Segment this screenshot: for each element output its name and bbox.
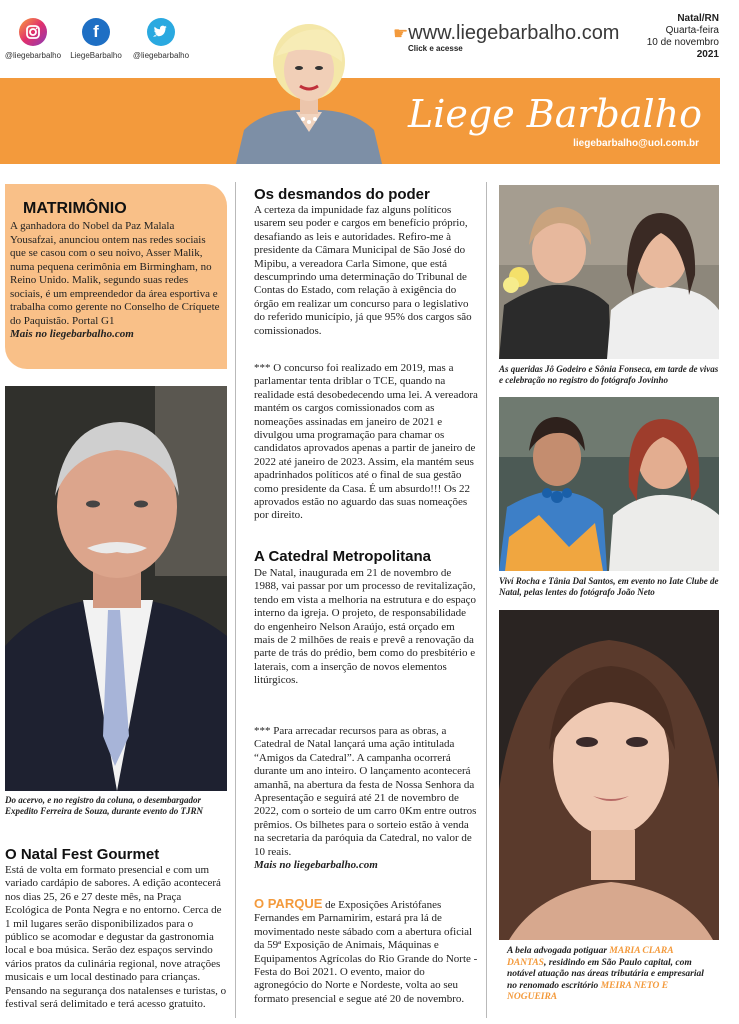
year: 2021 bbox=[696, 49, 719, 60]
photo-vivi-tania bbox=[499, 397, 719, 571]
photo-vivi-tania-caption: Viví Rocha e Tânia Dal Santos, em evento no Iate Clube de Natal, pelas lentes do fotógrafo João Neto bbox=[499, 576, 719, 597]
photo-maria-clara-caption: A bela advogada potiguar MARIA CLARA DANTAS, residindo em São Paulo capital, com notável atuação nas áreas tributária e empresarial no renomado escritório MEIRA NETO E NOGUEIRA bbox=[507, 946, 704, 1002]
instagram-link[interactable] bbox=[3, 18, 63, 60]
twitter-handle: @liegebarbalho bbox=[132, 51, 190, 60]
facebook-icon: f bbox=[82, 18, 110, 46]
date-block bbox=[647, 13, 719, 61]
site-subtitle: Click e acesse bbox=[408, 44, 463, 53]
poder-title: Os desmandos do poder bbox=[254, 186, 430, 203]
matrimonio-title: MATRIMÔNIO bbox=[23, 200, 127, 217]
catedral-more-link[interactable]: Mais no liegebarbalho.com bbox=[254, 859, 378, 872]
poder-paragraph-1: A certeza da impunidade faz alguns políticos usarem seu poder e cargos em benefício próprio, desafiando as leis e autoridades. Refiro-me à presidente da Câmara Municipal de São José do Mipibu, a vereadora Carla Simone, que está descumprindo uma determinação do Tribunal de Contas do Estado, com relação à exigência do órgão em realizar um concurso para o legislativo do referido município, já que 95% dos cargos são comissionados. bbox=[254, 204, 472, 337]
column-brand: Liege Barbalho bbox=[408, 92, 702, 136]
parque-lead: O PARQUE bbox=[254, 896, 323, 911]
photo-maria-clara bbox=[499, 610, 719, 940]
instagram-handle: @liegebarbalho bbox=[4, 51, 62, 60]
poder-paragraph-2: *** O concurso foi realizado em 2019, mas a parlamentar tenta driblar o TCE, quando na realidade está desobedecendo uma lei. A vereadora mantém os cargos comissionados com as nomeações assinadas em janeiro de 2021 e divulgou uma programação para chamar os candidatos aprovados apenas a partir de janeiro de 2022 até janeiro de 2023. Assim, ela mantém seus apadrinhados políticos até o final de sua gestão como presidente da Casa. É um absurdo!!! Os 22 aprovados estão no aguardo das suas nomeações por direito. bbox=[254, 362, 478, 522]
columnist-email[interactable]: liegebarbalho@uol.com.br bbox=[573, 138, 699, 149]
catedral-paragraph-1: De Natal, inaugurada em 21 de novembro de 1988, vai passar por um processo de revitalização, tendo em vista a melhoria na estrutura e do espaço interno da igreja. O projeto, de responsabilidade do engenheiro Nelson Araújo, está orçado em mais de 2 milhões de reais e prevê a renovação da parte de trás do prédio, bem como do presbitério e laterais, com a inserção de novos elementos litúrgicos. bbox=[254, 567, 477, 687]
date: 10 de novembro bbox=[646, 37, 719, 48]
facebook-link[interactable] bbox=[66, 18, 126, 60]
maria-clara-name: MARIA CLARA DANTAS bbox=[507, 946, 674, 968]
judge-photo-caption: Do acervo, e no registro da coluna, o desembargador Expedito Ferreira de Souza, durante evento do TJRN bbox=[5, 795, 204, 816]
click-hand-icon: ☛ bbox=[393, 24, 409, 43]
twitter-link[interactable] bbox=[131, 18, 191, 60]
column-divider bbox=[486, 182, 487, 1018]
fest-text: Está de volta em formato presencial e com um variado cardápio de sabores. A edição acontecerá nos dias 25, 26 e 27 deste mês, na Praça Ecológica de Ponta Negra e no entorno. Cerca de 1 mil lugares serão disponibilizados para o público se acomodar e degustar da gastronomia local e boa música. Serão dez espaços servindo vários pratos da culinária regional, nove atrações musicais e um local destinado para crianças. Pensando na segurança dos natalenses e turistas, o festival será delimitado e terá acesso gratuito. bbox=[5, 864, 227, 1011]
matrimonio-box bbox=[5, 184, 227, 369]
instagram-icon bbox=[19, 18, 47, 46]
parque-text: de Exposições Aristófanes Fernandes em Parnamirim, estará pra lá de movimentado neste sábado com a abertura oficial da 59ª Exposição de Animais, Máquinas e Equipamentos Agrícolas do Rio Grande do Norte - Festa do Boi 2021. O evento, maior do agronegócio do Norte e Nordeste, volta ao seu formato presencial e segue até 20 de novembro. bbox=[254, 899, 478, 1005]
law-firm-name: MEIRA NETO E NOGUEIRA bbox=[507, 980, 669, 1002]
parque-paragraph bbox=[254, 897, 478, 1006]
matrimonio-text: A ganhadora do Nobel da Paz Malala Yousafzai, anunciou ontem nas redes sociais que se casou com o seu noivo, Asser Malik, numa pequena cerimônia em Birmingham, no Reino Unido. Malik, segundo suas redes sociais, é um empreendedor da área esportiva e trabalha como gerente no Conselho de Críquete do Paquistão. Portal G1 bbox=[10, 220, 220, 327]
facebook-handle: LiegeBarbalho bbox=[70, 51, 122, 60]
judge-photo bbox=[5, 386, 227, 791]
city: Natal/RN bbox=[677, 13, 719, 24]
photo-jo-sonia-caption: As queridas Jô Godeiro e Sônia Fonseca, em tarde de vivas e celebração no registro do fotógrafo Jovinho bbox=[499, 364, 719, 385]
fest-title: O Natal Fest Gourmet bbox=[5, 846, 160, 863]
twitter-icon bbox=[147, 18, 175, 46]
photo-jo-sonia bbox=[499, 185, 719, 359]
site-url[interactable]: ☛www.liegebarbalho.com bbox=[393, 22, 620, 44]
catedral-title: A Catedral Metropolitana bbox=[254, 548, 431, 565]
catedral-paragraph-2: *** Para arrecadar recursos para as obras, a Catedral de Natal lançará uma ação intitulada “Amigos da Catedral”. A campanha ocorrerá durante um ano inteiro. O lançamento acontecerá amanhã, na abertura da festa de Nossa Senhora da Apresentação e seguirá até 21 de novembro de 2022, com o sorteio de um carro 0Km entre outros prêmios. Os bilhetes para o sorteio estão à venda na secretaria da paróquia da Catedral, no valor de 10 reais. bbox=[254, 725, 477, 858]
weekday: Quarta-feira bbox=[665, 25, 719, 36]
column-divider bbox=[235, 182, 236, 1018]
matrimonio-more-link[interactable]: Mais no liegebarbalho.com bbox=[10, 328, 134, 340]
columnist-portrait bbox=[236, 12, 382, 164]
maria-clara-caption-box bbox=[499, 940, 719, 1016]
